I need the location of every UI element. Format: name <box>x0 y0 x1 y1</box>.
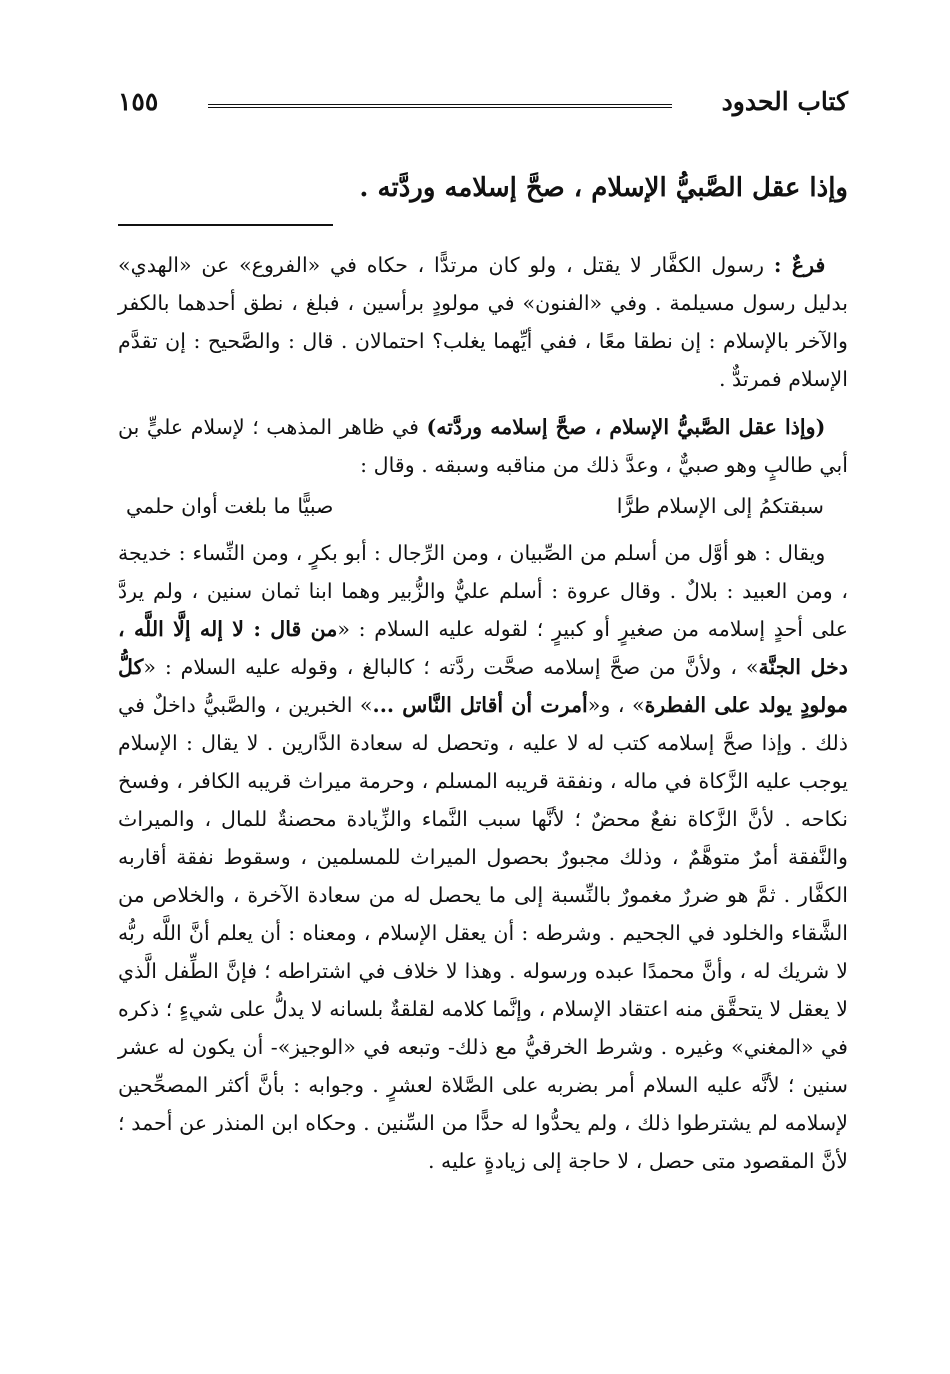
sharh-text-1: في ظاهر المذهب ؛ لإسلام عليٍّ بن أبي طالبٍ وهو صبيٌّ ، وعدَّ ذلك من مناقبه وسبقه . وقال : <box>118 415 848 477</box>
poem-hemistich-left: صبيًّا ما بلغت أوان حلمي <box>126 494 334 518</box>
page-number: ١٥٥ <box>118 86 159 116</box>
poem-hemistich-right: سبقتكمُ إلى الإسلام طرًّا <box>616 494 824 518</box>
sharh-text-2a: ويقال : هو أوَّل من أسلم من الصِّبيان ، ومن الرِّجال : أبو بكرٍ ، ومن النِّساء : خديجة ، ومن العبيد : بلالٌ . وقال عروة : أسلم عليٌّ والزُّبير وهما ابنا ثمان سنين ، ولم يردَّ على أحدٍ إسلامه من صغيرٍ أو كبيرٍ ؛ لقوله عليه السلام : « <box>118 541 848 641</box>
far-text: رسول الكفَّار لا يقتل ، ولو كان مرتدًّا ، حكاه في «الفروع» عن «الهدي» بدليل رسول مسيلمة . وفي «الفنون» في مولودٍ برأسين ، فبلغ ، نطق أحدهما بالكفر والآخر بالإسلام : إن نطقا معًا ، ففي أيِّهما يغلب؟ احتمالان . قال : والصَّحيح : إن تقدَّم الإسلام فمرتدٌّ . <box>118 253 848 391</box>
sharh-text-2d: » الخبرين ، والصَّبيُّ داخلٌ في ذلك . وإذا صحَّ إسلامه كتب له لا عليه ، وتحصل له سعادة الدَّارين . لا يقال : الإسلام يوجب عليه الزَّكاة في ماله ، ونفقة قريبه المسلم ، وحرمة ميراث قريبه الكافر ، وفسخ نكاحه . لأنَّ الزَّكاة نفعٌ محضٌ ؛ لأنَّها سبب النَّماء والزِّيادة محصنةٌ للمال ، والميراث والنَّفقة أمرٌ متوهَّمٌ ، وذلك مجبورٌ بحصول الميراث للمسلمين ، وسقوط نفقة أقاربه الكفَّار . ثمَّ هو ضررٌ مغمورٌ بالنِّسبة إلى ما يحصل له من سعادة الآخرة ، والخلاص من الشَّقاء والخلود في الجحيم . وشرطه : أن يعقل الإسلام ، ومعناه : أن يعلم أنَّ اللَّه ربُّه لا شريك له ، وأنَّ محمدًا عبده ورسوله . وهذا لا خلاف في اشتراطه ؛ فإنَّ الطِّفل الَّذي لا يعقل لا يتحقَّق منه اعتقاد الإسلام ، وإنَّما كلامه لقلقةٌ بلسانه لا يدلُّ على شيءٍ ؛ ذكره في «المغني» وغيره . وشرط الخرقيُّ مع ذلك- وتبعه في «الوجيز»- أن يكون له عشر سنين ؛ لأنَّه عليه السلام أمر بضربه على الصَّلاة لعشرٍ . وجوابه : بأنَّ أكثر المصحِّحين لإسلامه لم يشترطوا ذلك ، ولم يحدُّوا له حدًّا من السِّنين . وحكاه ابن المنذر عن أحمد ؛ لأنَّ المقصود متى حصل ، لا حاجة إلى زيادةٍ عليه . <box>118 693 848 1173</box>
hadith-quote-2: كلُّ مولودٍ يولد على الفطرة <box>118 655 848 717</box>
running-header <box>118 78 848 124</box>
sharh-paragraph-1 <box>118 408 848 484</box>
hadith-quote-3: أمرت أن أقاتل النَّاس ... <box>372 693 588 717</box>
header-rule <box>208 104 671 108</box>
sharh-text-2c: » ، و« <box>587 693 645 717</box>
hadith-quote-1: من قال : لا إله إلَّا اللَّه ، دخل الجنَّة <box>118 617 848 679</box>
far-paragraph <box>118 246 848 398</box>
poem-verse <box>118 486 848 526</box>
commentary-body <box>118 246 848 1180</box>
sharh-text-2b: » ، ولأنَّ من صحَّ إسلامه صحَّت ردَّته ؛ كالبالغ ، وقوله عليه السلام : « <box>143 655 759 679</box>
far-label: فرعٌ : <box>773 253 826 277</box>
matn-text: وإذا عقل الصَّبيُّ الإسلام ، صحَّ إسلامه وردَّته . <box>359 173 848 203</box>
matn-separator-rule <box>118 224 333 226</box>
running-title: كتاب الحدود <box>721 86 848 116</box>
matn-quote: (وإذا عقل الصَّبيُّ الإسلام ، صحَّ إسلامه وردَّته) <box>426 415 826 439</box>
sharh-paragraph-2 <box>118 534 848 1180</box>
